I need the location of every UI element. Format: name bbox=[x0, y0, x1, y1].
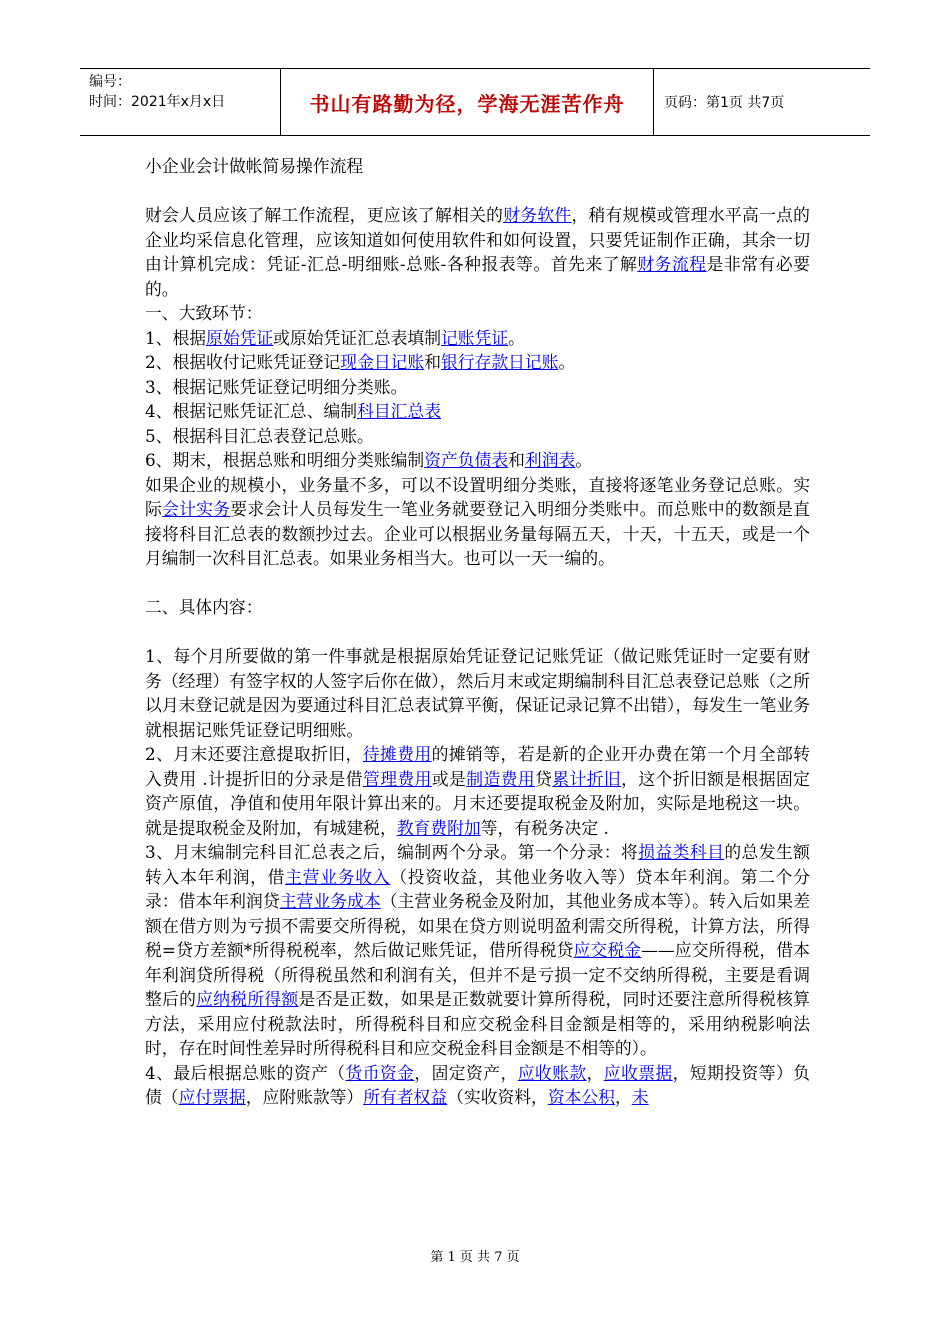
link-notes-receivable[interactable]: 应收票据 bbox=[603, 1062, 673, 1083]
step-6: 6、期末，根据总账和明细分类账编制资产负债表和利润表。 bbox=[145, 450, 593, 470]
document-body bbox=[145, 154, 810, 1110]
link-original-voucher[interactable]: 原始凭证 bbox=[206, 327, 274, 348]
item-1: 1、每个月所要做的第一件事就是根据原始凭证登记记账凭证（做记账凭证时一定要有财务（经理）有签字权的人签字后你在做），然后月末或定期编制科目汇总表登记总账（之所以月末登记就是因为要通过科目汇总表试算平衡，保证记录记算不出错），每发生一笔业务就根据记账凭证登记明细账。 bbox=[145, 646, 810, 740]
link-undistributed-profit[interactable]: 未 bbox=[631, 1087, 649, 1107]
link-owners-equity[interactable]: 所有者权益 bbox=[363, 1087, 448, 1107]
link-financial-process[interactable]: 财务流程 bbox=[637, 254, 707, 274]
link-taxes-payable[interactable]: 应交税金 bbox=[573, 940, 642, 960]
link-accumulated-depreciation[interactable]: 累计折旧 bbox=[552, 768, 622, 789]
link-cash-journal[interactable]: 现金日记账 bbox=[340, 352, 425, 372]
link-accounts-receivable[interactable]: 应收账款 bbox=[517, 1062, 587, 1083]
time-label: 时间：2021年x月x日 bbox=[89, 94, 226, 110]
document-title: 小企业会计做帐简易操作流程 bbox=[145, 156, 364, 176]
link-profit-loss-accounts[interactable]: 损益类科目 bbox=[638, 842, 725, 862]
section1-heading: 一、大致环节： bbox=[145, 303, 263, 323]
header-motto: 书山有路勤为径，学海无涯苦作舟 bbox=[281, 69, 654, 135]
link-taxable-income[interactable]: 应纳税所得额 bbox=[196, 989, 299, 1009]
link-education-surcharge[interactable]: 教育费附加 bbox=[396, 817, 481, 838]
step-1: 1、根据原始凭证或原始凭证汇总表填制记账凭证。 bbox=[145, 327, 525, 348]
link-account-summary[interactable]: 科目汇总表 bbox=[357, 401, 441, 421]
number-label: 编号： bbox=[89, 74, 131, 90]
link-capital-reserve[interactable]: 资本公积 bbox=[547, 1087, 615, 1107]
link-financial-software[interactable]: 财务软件 bbox=[503, 205, 572, 225]
link-bank-journal[interactable]: 银行存款日记账 bbox=[441, 352, 559, 372]
page-footer: 第 1 页 共 7 页 bbox=[430, 1250, 520, 1265]
step-3: 3、根据记账凭证登记明细分类账。 bbox=[145, 376, 408, 397]
link-balance-sheet[interactable]: 资产负债表 bbox=[424, 450, 509, 470]
section2-heading: 二、具体内容： bbox=[145, 597, 263, 617]
item-2: 2、月末还要注意提取折旧，待摊费用的摊销等，若是新的企业开办费在第一个月全部转入费用 .计提折旧的分录是借管理费用或是制造费用贷累计折旧，这个折旧额是根据固定资产原值，净值和使用年限计算出来的。月末还要提取税金及附加，实际是地税这一块。就是提取税金及附加，有城建税，教育费附加等，有税务决定 . bbox=[145, 744, 810, 838]
item-4: 4、最后根据总账的资产（货币资金，固定资产，应收账款，应收票据，短期投资等）负债（应付票据，应附账款等）所有者权益（实收资料，资本公积，未 bbox=[145, 1062, 810, 1107]
header-meta bbox=[80, 69, 281, 135]
link-monetary-funds[interactable]: 货币资金 bbox=[345, 1062, 415, 1083]
step-2: 2、根据收付记账凭证登记现金日记账和银行存款日记账。 bbox=[145, 352, 576, 372]
item-3: 3、月末编制完科目汇总表之后，编制两个分录。第一个分录：将损益类科目的总发生额转入本年利润，借主营业务收入（投资收益，其他业务收入等）贷本年利润。第二个分录：借本年利润贷主营业务成本（主营业务税金及附加，其他业务成本等）。转入后如果差额在借方则为亏损不需要交所得税，如果在贷方则说明盈利需交所得税，计算方法，所得税=贷方差额*所得税税率，然后做记账凭证，借所得税贷应交税金——应交所得税，借本年利润贷所得税（所得税虽然和利润有关，但并不是亏损一定不交纳所得税，主要是看调整后的应纳税所得额是否是正数，如果是正数就要计算所得税，同时还要注意所得税核算方法，采用应付税款法时，所得税科目和应交税金科目金额是相等的，采用纳税影响法时，存在时间性差异时所得税科目和应交税金科目金额是不相等的）。 bbox=[145, 842, 810, 1058]
link-accounting-practice[interactable]: 会计实务 bbox=[162, 499, 231, 519]
step-4: 4、根据记账凭证汇总、编制科目汇总表 bbox=[145, 401, 441, 421]
link-income-statement[interactable]: 利润表 bbox=[524, 450, 576, 470]
link-accounting-voucher[interactable]: 记账凭证 bbox=[441, 327, 509, 348]
scale-note: 如果企业的规模小，业务量不多，可以不设置明细分类账，直接将逐笔业务登记总账。实际会计实务要求会计人员每发生一笔业务就要登记入明细分类账中。而总账中的数额是直接将科目汇总表的数额抄过去。企业可以根据业务量每隔五天，十天，十五天，或是一个月编制一次科目汇总表。如果业务相当大。也可以一天一编的。 bbox=[145, 474, 810, 568]
header-page-info: 页码：第1页 共7页 bbox=[664, 95, 785, 111]
link-main-business-revenue[interactable]: 主营业务收入 bbox=[285, 866, 391, 887]
step-5: 5、根据科目汇总表登记总账。 bbox=[145, 425, 374, 446]
page-header bbox=[80, 68, 870, 136]
link-manufacturing-overhead[interactable]: 制造费用 bbox=[466, 768, 536, 789]
link-notes-payable[interactable]: 应付票据 bbox=[178, 1087, 246, 1107]
link-admin-expenses[interactable]: 管理费用 bbox=[362, 768, 432, 789]
link-main-business-cost[interactable]: 主营业务成本 bbox=[279, 891, 381, 911]
intro-paragraph: 财会人员应该了解工作流程，更应该了解相关的财务软件，稍有规模或管理水平高一点的企业均采信息化管理，应该知道如何使用软件和如何设置，只要凭证制作正确，其余一切由计算机完成：凭证-汇总-明细账-总账-各种报表等。首先来了解财务流程是非常有必要的。 bbox=[145, 205, 810, 299]
link-deferred-expenses[interactable]: 待摊费用 bbox=[362, 744, 432, 764]
